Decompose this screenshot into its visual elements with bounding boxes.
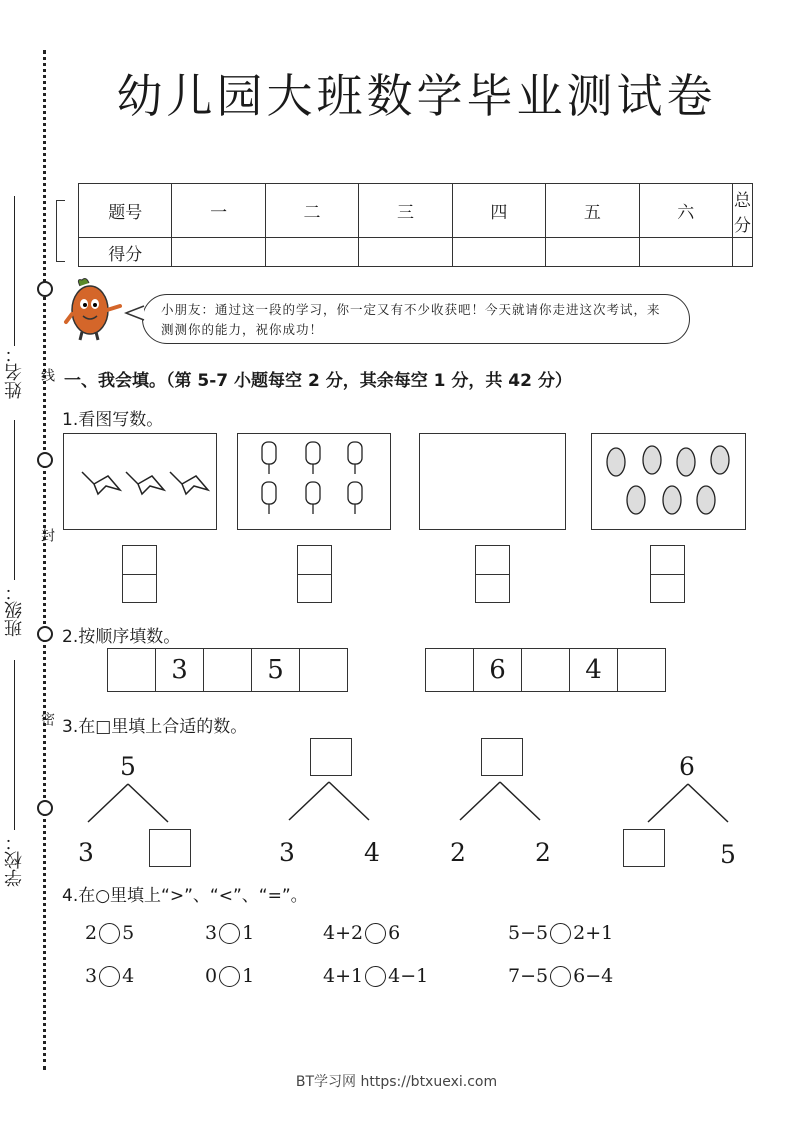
tree-branches (84, 782, 174, 826)
header-cell: 五 (546, 184, 639, 238)
question-2-label: 2.按顺序填数。 (62, 627, 181, 647)
sequence-cell[interactable] (204, 649, 252, 691)
header-cell: 二 (265, 184, 358, 238)
compare-circle[interactable] (219, 966, 240, 987)
tree-right-number: 4 (364, 838, 380, 867)
compare-circle[interactable] (365, 923, 386, 944)
sequence-cell[interactable] (108, 649, 156, 691)
page-title: 幼儿园大班数学毕业测试卷 (116, 69, 717, 123)
left-operand: 5−5 (508, 922, 549, 944)
name-write-line (14, 196, 15, 346)
right-operand: 4−1 (388, 965, 429, 987)
tree-left-number: 2 (450, 838, 466, 867)
comparison-item (323, 965, 428, 987)
score-cell[interactable] (546, 238, 639, 267)
sequence-cell: 6 (474, 649, 522, 691)
table-bracket (56, 200, 65, 262)
comparison-item (205, 965, 254, 987)
tree-left-number: 3 (78, 838, 94, 867)
footer-watermark: BT学习网 https://btxuexi.com (295, 1074, 498, 1090)
picture-box-cabbages (591, 433, 746, 530)
binding-mark-line: 线 (39, 368, 55, 382)
right-operand: 1 (242, 922, 255, 944)
compare-circle[interactable] (550, 966, 571, 987)
popsicle-icon (238, 434, 390, 529)
compare-circle[interactable] (365, 966, 386, 987)
header-cell: 总分 (732, 184, 752, 238)
binding-hole (37, 800, 53, 816)
tree-right-number: 5 (720, 840, 736, 869)
section-heading: 一、我会填。（第 5-7 小题每空 2 分，其余每空 1 分，共 42 分） (64, 371, 572, 391)
score-row (79, 238, 753, 267)
sequence-cell[interactable] (300, 649, 347, 691)
class-label: 班级： (4, 583, 25, 637)
left-operand: 7−5 (508, 965, 549, 987)
school-label: 学校： (4, 833, 25, 887)
left-operand: 3 (205, 922, 218, 944)
binding-mark-seal: 封 (39, 528, 55, 542)
binding-hole (37, 452, 53, 468)
answer-box[interactable] (650, 545, 685, 603)
right-operand: 5 (122, 922, 135, 944)
tree-top-number: 5 (120, 752, 136, 781)
greeting-bubble: 小朋友：通过这一段的学习，你一定又有不少收获吧！今天就请你走进这次考试，来测测你的能力，祝你成功！ (142, 294, 690, 344)
score-header-row (79, 184, 753, 238)
question-4-label: 4.在○里填上“>”、“<”、“=”。 (62, 886, 308, 906)
answer-box[interactable] (475, 545, 510, 603)
comparison-item (85, 965, 134, 987)
tree-branches (456, 780, 546, 824)
right-operand: 2+1 (573, 922, 614, 944)
score-cell[interactable] (359, 238, 452, 267)
class-write-line (14, 420, 15, 580)
score-cell[interactable] (452, 238, 545, 267)
binding-hole (37, 626, 53, 642)
sequence-cell: 4 (570, 649, 618, 691)
sequence-cell[interactable] (618, 649, 665, 691)
name-label: 姓名： (4, 345, 25, 399)
picture-box-popsicles (237, 433, 391, 530)
comparison-item (85, 922, 134, 944)
bird-icon (64, 434, 216, 529)
row-label-cell: 得分 (79, 238, 172, 267)
score-cell[interactable] (172, 238, 265, 267)
score-cell[interactable] (732, 238, 752, 267)
header-cell: 三 (359, 184, 452, 238)
binding-mark-secret: 密 (39, 712, 55, 726)
compare-circle[interactable] (550, 923, 571, 944)
tree-left-box[interactable] (623, 829, 665, 867)
tree-branches (285, 780, 375, 824)
left-operand: 3 (85, 965, 98, 987)
sequence-cell[interactable] (426, 649, 474, 691)
header-cell: 一 (172, 184, 265, 238)
score-cell[interactable] (265, 238, 358, 267)
cabbage-icon (592, 434, 745, 529)
tree-top-box[interactable] (481, 738, 523, 776)
picture-box-empty (419, 433, 566, 530)
mascot-icon (62, 276, 124, 344)
left-operand: 2 (85, 922, 98, 944)
picture-box-birds (63, 433, 217, 530)
sequence-cell[interactable] (522, 649, 570, 691)
comparison-item (323, 922, 400, 944)
left-operand: 0 (205, 965, 218, 987)
answer-box[interactable] (122, 545, 157, 603)
comparison-item (508, 922, 613, 944)
right-operand: 6−4 (573, 965, 614, 987)
sequence-a (107, 648, 348, 692)
comparison-item (205, 922, 254, 944)
header-cell: 四 (452, 184, 545, 238)
tree-top-box[interactable] (310, 738, 352, 776)
question-3-label: 3.在□里填上合适的数。 (62, 717, 248, 737)
score-cell[interactable] (639, 238, 732, 267)
right-operand: 4 (122, 965, 135, 987)
binding-hole (37, 281, 53, 297)
tree-right-number: 2 (535, 838, 551, 867)
binding-dotted-line (43, 50, 46, 1070)
left-operand: 4+1 (323, 965, 364, 987)
tree-right-box[interactable] (149, 829, 191, 867)
tree-top-number: 6 (679, 752, 695, 781)
compare-circle[interactable] (219, 923, 240, 944)
comparison-item (508, 965, 613, 987)
header-cell: 题号 (79, 184, 172, 238)
compare-circle[interactable] (99, 923, 120, 944)
score-table (78, 183, 753, 267)
tree-branches (644, 782, 734, 826)
sequence-cell: 5 (252, 649, 300, 691)
right-operand: 1 (242, 965, 255, 987)
school-write-line (14, 660, 15, 830)
header-cell: 六 (639, 184, 732, 238)
tree-left-number: 3 (279, 838, 295, 867)
sequence-b (425, 648, 666, 692)
right-operand: 6 (388, 922, 401, 944)
answer-box[interactable] (297, 545, 332, 603)
sequence-cell: 3 (156, 649, 204, 691)
bubble-tail (124, 304, 146, 322)
compare-circle[interactable] (99, 966, 120, 987)
question-1-label: 1.看图写数。 (62, 410, 164, 430)
left-operand: 4+2 (323, 922, 364, 944)
